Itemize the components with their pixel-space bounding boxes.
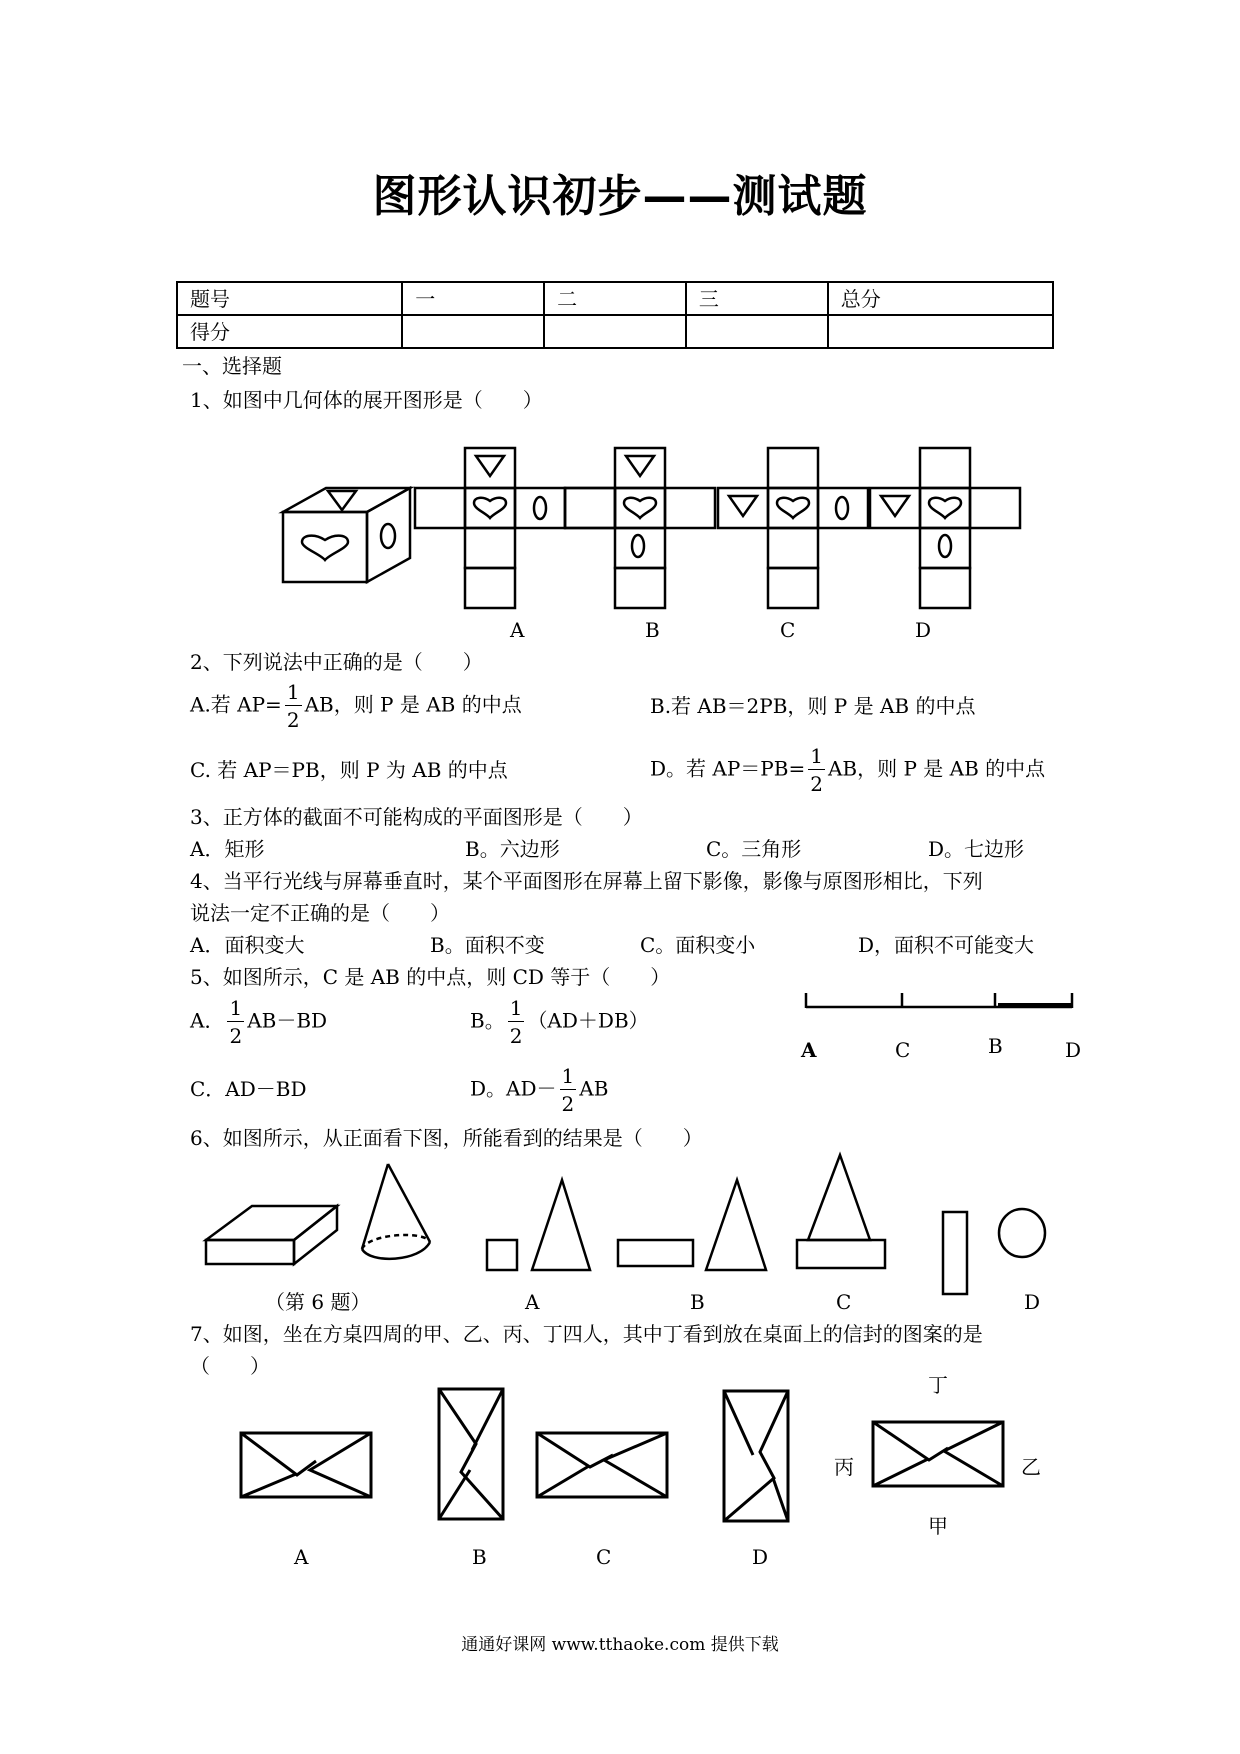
option-text: AB－BD	[247, 1008, 328, 1033]
envelope-option-a	[241, 1433, 371, 1497]
q6-option-label: B	[690, 1290, 705, 1314]
fraction-numerator: 1	[229, 996, 243, 1020]
figure-caption: （第 6 题）	[265, 1290, 371, 1314]
fraction-denominator: 2	[229, 1024, 243, 1048]
option-text: （AD＋DB）	[527, 1008, 649, 1033]
q1-option-label: A	[510, 618, 525, 642]
fraction-numerator: 1	[286, 680, 300, 704]
person-ding-label: 丁	[928, 1373, 948, 1397]
q2-option-c[interactable]: C. 若 AP＝PB，则 P 为 AB 的中点	[190, 758, 508, 782]
table-envelope	[873, 1422, 1003, 1486]
question-6-stem: 6、如图所示，从正面看下图，所能看到的结果是（ ）	[190, 1126, 703, 1150]
q5-option-c[interactable]: C．AD－BD	[190, 1077, 307, 1101]
score-cell: 题号	[177, 282, 402, 315]
option-text: A.若 AP=	[190, 692, 282, 717]
person-jia-label: 甲	[928, 1514, 948, 1538]
page-title: 图形认识初步——测试题	[372, 171, 868, 222]
q7-option-label: C	[596, 1545, 612, 1569]
person-yi-label: 乙	[1021, 1455, 1041, 1479]
person-bing-label: 丙	[834, 1455, 854, 1479]
question-7-stem: 7、如图，坐在方桌四周的甲、乙、丙、丁四人，其中丁看到放在桌面上的信封的图案的是	[190, 1322, 983, 1346]
option-text: AB，则 P 是 AB 的中点	[304, 692, 522, 717]
question-2-stem: 2、下列说法中正确的是（ ）	[190, 650, 483, 674]
q7-option-label: B	[472, 1545, 487, 1569]
score-cell: 得分	[177, 315, 402, 348]
fraction-numerator: 1	[810, 744, 823, 768]
section-heading: 一、选择题	[182, 354, 282, 378]
q3-option-b[interactable]: B。六边形	[465, 837, 560, 861]
fraction-denominator: 2	[561, 1092, 575, 1116]
point-label-c: C	[895, 1038, 911, 1062]
envelope-option-d	[724, 1391, 788, 1521]
q3-option-d[interactable]: D。七边形	[928, 837, 1025, 861]
q7-option-label: A	[294, 1545, 309, 1569]
envelope-option-b	[439, 1389, 503, 1519]
option-text: D。若 AP＝PB=	[650, 756, 806, 781]
q3-option-a[interactable]: A．矩形	[190, 837, 265, 861]
option-text: AB	[579, 1076, 609, 1101]
q7-option-label: D	[752, 1545, 769, 1569]
score-cell: 总分	[828, 282, 1053, 315]
q1-option-label: D	[915, 618, 932, 642]
q1-option-label: C	[780, 618, 796, 642]
page-footer: 通通好课网 www.tthaoke.com 提供下载	[461, 1635, 779, 1655]
q4-option-d[interactable]: D，面积不可能变大	[858, 933, 1035, 957]
q1-option-label: B	[645, 618, 660, 642]
fraction-denominator: 2	[286, 708, 300, 732]
question-1-stem: 1、如图中几何体的展开图形是（ ）	[190, 388, 543, 412]
score-cell: 一	[402, 282, 544, 315]
question-7-stem-cont: （ ）	[190, 1354, 270, 1378]
q4-option-c[interactable]: C。面积变小	[640, 933, 756, 957]
q2-option-b[interactable]: B.若 AB＝2PB，则 P 是 AB 的中点	[650, 694, 976, 718]
point-label-b: B	[988, 1034, 1003, 1058]
point-label-d: D	[1065, 1038, 1082, 1062]
option-text: B。	[470, 1008, 505, 1033]
option-text: A．	[190, 1008, 225, 1033]
fraction-numerator: 1	[561, 1064, 575, 1088]
question-4-stem: 4、当平行光线与屏幕垂直时，某个平面图形在屏幕上留下影像，影像与原图形相比，下列	[190, 869, 983, 893]
option-text: AB，则 P 是 AB 的中点	[827, 756, 1046, 781]
fraction-denominator: 2	[509, 1024, 523, 1048]
question-3-stem: 3、正方体的截面不可能构成的平面图形是（ ）	[190, 805, 643, 829]
q4-option-b[interactable]: B。面积不变	[430, 933, 545, 957]
question-4-stem-cont: 说法一定不正确的是（ ）	[190, 901, 450, 925]
q6-option-label: A	[525, 1290, 540, 1314]
envelope-option-c	[537, 1433, 667, 1497]
q3-option-c[interactable]: C。三角形	[706, 837, 802, 861]
q4-option-a[interactable]: A．面积变大	[190, 933, 305, 957]
score-cell: 二	[544, 282, 686, 315]
score-cell: 三	[686, 282, 828, 315]
q6-option-label: C	[836, 1290, 852, 1314]
option-text: D。AD－	[470, 1076, 557, 1101]
fraction-numerator: 1	[509, 996, 523, 1020]
point-label-a: A	[801, 1038, 817, 1062]
question-5-stem: 5、如图所示，C 是 AB 的中点，则 CD 等于（ ）	[190, 965, 671, 989]
fraction-denominator: 2	[810, 772, 823, 796]
q6-option-label: D	[1024, 1290, 1041, 1314]
